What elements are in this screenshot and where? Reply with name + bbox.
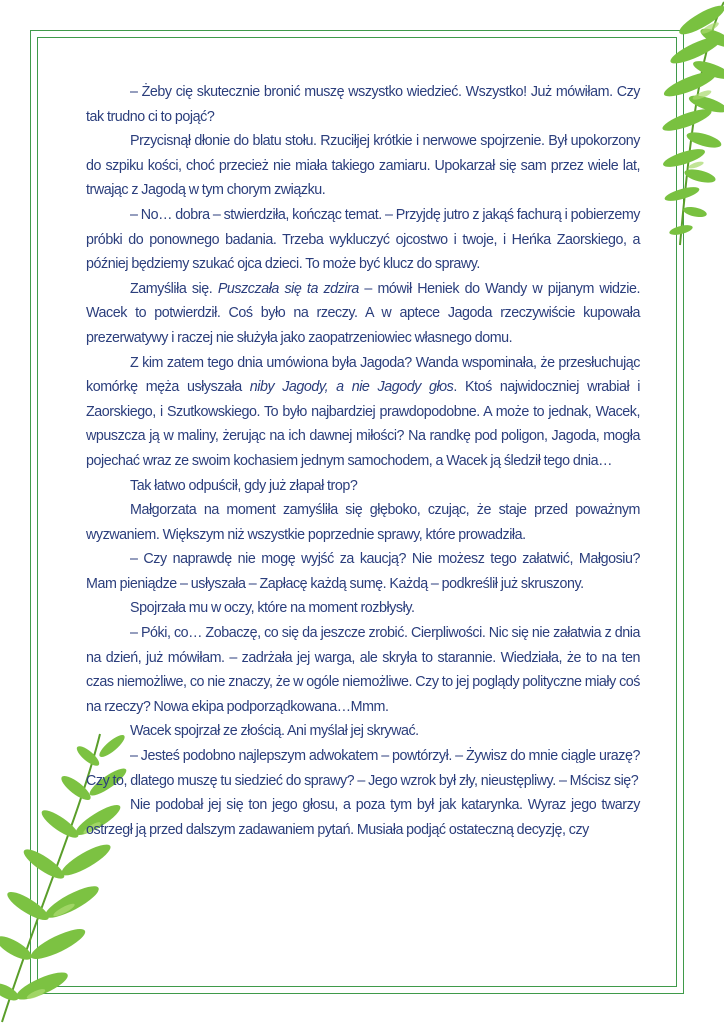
paragraph: Wacek spojrzał ze złością. Ani myślał jej skrywać. [130, 723, 419, 740]
paragraph: Spojrzała mu w oczy, które na moment rozbłysły. [130, 600, 415, 617]
paragraph: – Żeby cię skutecznie bronić muszę wszystko wiedzieć. Wszystko! Już mówiłam. Czy tak trudno ci to pojąć? [86, 84, 640, 125]
body-text [86, 80, 640, 842]
paragraph: Zamyśliła się. Puszczała się ta zdzira – mówił Heniek do Wandy w pijanym widzie. Wacek to potwierdził. Coś było na rzeczy. A w aptece Jagoda rzeczywiście kupowała prezerwatywy i raczej nie służyła jako zaopatrzeniowiec własnego domu. [86, 280, 640, 346]
paragraph: Tak łatwo odpuścił, gdy już złapał trop? [130, 477, 358, 494]
paragraph: Z kim zatem tego dnia umówiona była Jagoda? Wanda wspominała, że przesłuchując komórkę męża usłyszała niby Jagody, a nie Jagody głos. Ktoś najwidoczniej wrabiał i Zaorskiego, i Szutkowskiego. To było najbardziej prawdopodobne. A może to jednak, Wacek, wpuszcza ją w maliny, żerując na ich dawnej miłości? Na randkę pod poligon, Jagoda, mogła pojechać wraz ze swoim kochasiem jednym samochodem, a Wacek ją śledził tego dnia… [86, 354, 640, 469]
paragraph: Nie podobał jej się ton jego głosu, a poza tym był jak katarynka. Wyraz jego twarzy ostrzegł ją przed dalszym zadawaniem pytań. Musiała podjąć ostateczną decyzję, czy [86, 797, 640, 838]
paragraph: Przycisnął dłonie do blatu stołu. Rzuciłjej krótkie i nerwowe spojrzenie. Był upokorzony do szpiku kości, choć przecież nie miała takiego zamiaru. Upokarzał się sam przez wiele lat, trwając z Jagodą w tym chorym związku. [86, 133, 640, 199]
paragraph: – Póki, co… Zobaczę, co się da jeszcze zrobić. Cierpliwości. Nic się nie załatwia z dnia na dzień, już mówiłam. – zadrżała jej warga, ale skryła to starannie. Wiedziała, że to na ten czas niemożliwe, co nie znaczy, że w ogóle niemożliwe. Czy to jej poglądy polityczne miały coś na rzeczy? Nowa ekipa podporządkowana…Mmm. [86, 625, 640, 715]
italic-quote: niby Jagody, a nie Jagody głos [249, 379, 454, 396]
paragraph: – Czy naprawdę nie mogę wyjść za kaucją? Nie możesz tego załatwić, Małgosiu? Mam pieniądze – usłyszała – Zapłacę każdą sumę. Każdą – podkreślił już skruszony. [86, 551, 640, 592]
italic-quote: Puszczała się ta zdzira [217, 280, 359, 297]
fern-top-right-icon [632, 0, 724, 250]
paragraph: – No… dobra – stwierdziła, kończąc temat. – Przyjdę jutro z jakąś fachurą i pobierzemy próbki do ponownego badania. Trzeba wykluczyć ojcostwo i twoje, i Heńka Zaorskiego, a później będziemy szukać ojca dzieci. To może być klucz do sprawy. [86, 206, 640, 273]
paragraph: – Jesteś podobno najlepszym adwokatem – powtórzył. – Żywisz do mnie ciągle urazę? Czy to, dlatego muszę tu siedzieć do sprawy? – Jego wzrok był zły, nieustępliwy. – Mścisz się? [86, 748, 640, 789]
paragraph: Małgorzata na moment zamyśliła się głęboko, czując, że staje przed poważnym wyzwaniem. Większym niż wszystkie poprzednie sprawy, które prowadziła. [86, 502, 640, 543]
